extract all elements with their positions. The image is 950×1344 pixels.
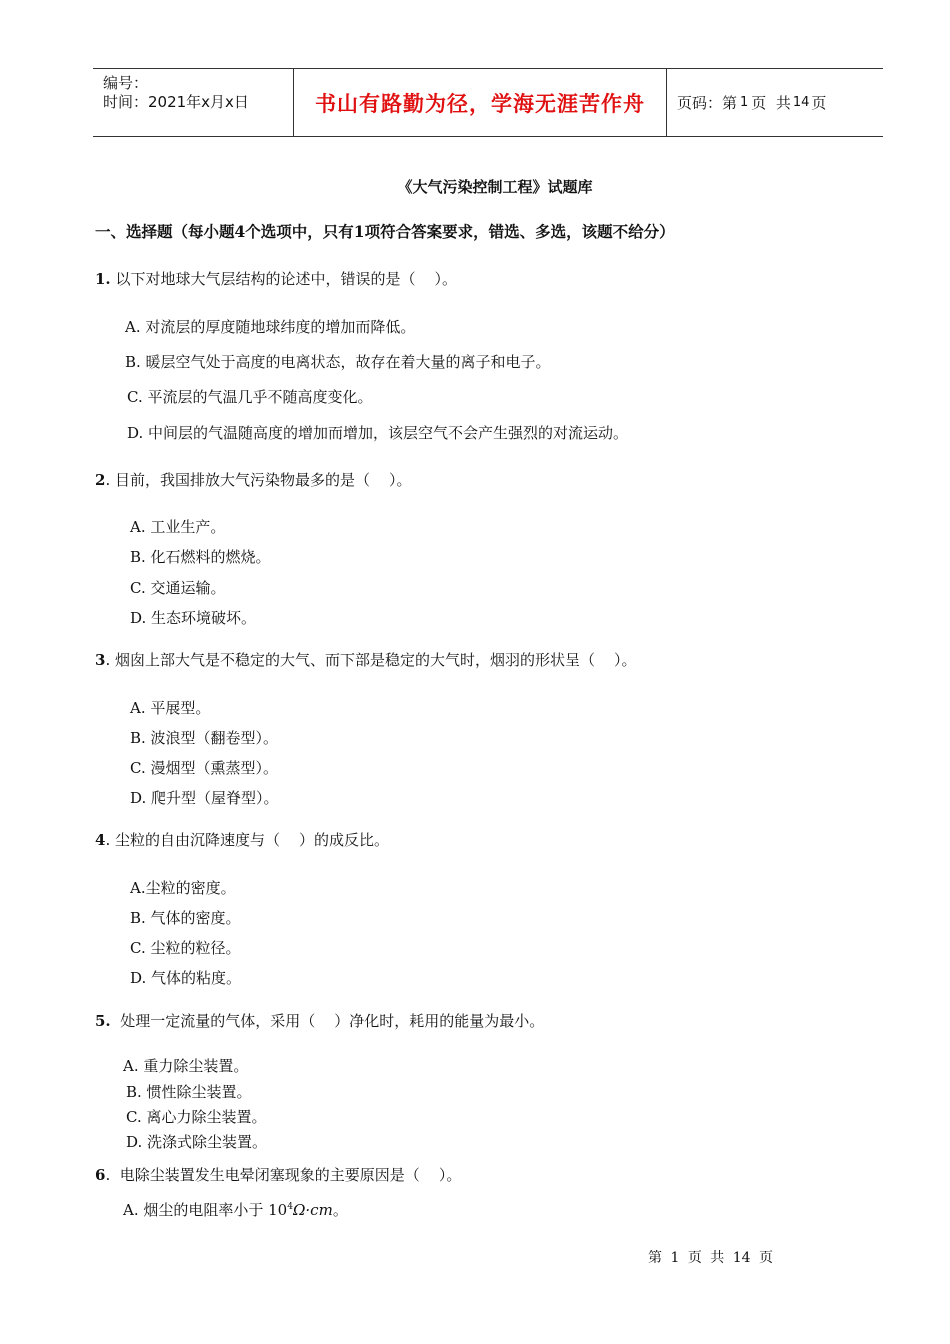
question-number: 3 — [95, 651, 106, 669]
page-header — [93, 68, 883, 137]
question-text: . 电除尘装置发生电晕闭塞现象的主要原因是（ ）。 — [105, 1166, 462, 1184]
question-3 — [95, 649, 637, 670]
footer-prefix: 第 — [648, 1250, 662, 1266]
header-motto-cell — [294, 69, 667, 136]
footer-suffix: 页 — [759, 1250, 774, 1266]
question-1 — [95, 268, 457, 289]
footer-mid: 页 共 — [687, 1250, 725, 1266]
question-number: 4 — [95, 831, 106, 849]
option-5d: D. 洗涤式除尘装置。 — [126, 1133, 268, 1151]
question-text: . 尘粒的自由沉降速度与（ ）的成反比。 — [105, 831, 390, 849]
option-1b: B. 暖层空气处于高度的电离状态，故存在着大量的离子和电子。 — [125, 353, 551, 371]
number-label: 编号： — [103, 74, 149, 92]
option-4b: B. 气体的密度。 — [130, 909, 241, 927]
question-text: 以下对地球大气层结构的论述中，错误的是（ ）。 — [110, 270, 458, 288]
document-title: 《大气污染控制工程》试题库 — [397, 178, 593, 196]
header-page-cell — [667, 69, 883, 136]
option-1c: C. 平流层的气温几乎不随高度变化。 — [127, 388, 373, 406]
page-footer — [648, 1247, 773, 1267]
option-3c: C. 漫烟型（熏蒸型）。 — [130, 759, 278, 777]
option-6a-exponent: 4 — [287, 1202, 293, 1212]
option-2a: A. 工业生产。 — [130, 518, 226, 536]
question-text: . 烟囱上部大气是不稳定的大气、而下部是稳定的大气时，烟羽的形状呈（ ）。 — [105, 651, 637, 669]
option-2c: C. 交通运输。 — [130, 579, 226, 597]
question-2 — [95, 469, 412, 490]
footer-number: 1 — [670, 1250, 680, 1266]
option-5a: A. 重力除尘装置。 — [123, 1057, 249, 1075]
option-4c: C. 尘粒的粒径。 — [130, 939, 241, 957]
question-text: . 目前，我国排放大气污染物最多的是（ ）。 — [105, 471, 412, 489]
footer-total: 14 — [732, 1250, 751, 1266]
page-mid: 页 共 — [751, 94, 791, 112]
time-label: 时间：2021年x月x日 — [103, 93, 249, 111]
header-meta-cell — [93, 69, 294, 136]
page-suffix: 页 — [811, 94, 827, 112]
option-4a: A.尘粒的密度。 — [130, 879, 236, 897]
option-5c: C. 离心力除尘装置。 — [126, 1108, 267, 1126]
option-6a-unit: Ω·cm — [292, 1201, 333, 1219]
page-number: 1 — [740, 95, 749, 110]
option-6a-suffix: 。 — [332, 1201, 348, 1219]
page-total: 14 — [792, 95, 810, 110]
option-3d: D. 爬升型（屋脊型）。 — [130, 789, 279, 807]
option-2b: B. 化石燃料的燃烧。 — [130, 548, 271, 566]
question-4 — [95, 829, 389, 850]
page-prefix: 页码：第 — [677, 94, 738, 112]
question-5 — [95, 1010, 544, 1031]
option-5b: B. 惯性除尘装置。 — [126, 1083, 252, 1101]
option-3a: A. 平展型。 — [130, 699, 211, 717]
question-text: 处理一定流量的气体，采用（ ）净化时，耗用的能量为最小。 — [110, 1012, 545, 1030]
option-2d: D. 生态环境破坏。 — [130, 609, 257, 627]
question-number: 1. — [95, 270, 111, 288]
option-4d: D. 气体的粘度。 — [130, 969, 242, 987]
option-6a-prefix: A. 烟尘的电阻率小于 10 — [123, 1201, 288, 1219]
option-6a — [123, 1199, 348, 1220]
question-number: 5. — [95, 1012, 111, 1030]
option-1a: A. 对流层的厚度随地球纬度的增加而降低。 — [125, 318, 416, 336]
question-number: 2 — [95, 471, 106, 489]
option-3b: B. 波浪型（翻卷型）。 — [130, 729, 279, 747]
question-6 — [95, 1164, 461, 1185]
motto-text: 书山有路勤为径，学海无涯苦作舟 — [315, 91, 645, 116]
section-heading: 一、选择题（每小题4个选项中，只有1项符合答案要求，错选、多选，该题不给分） — [95, 222, 675, 241]
question-number: 6 — [95, 1166, 106, 1184]
option-1d: D. 中间层的气温随高度的增加而增加，该层空气不会产生强烈的对流运动。 — [127, 424, 629, 442]
